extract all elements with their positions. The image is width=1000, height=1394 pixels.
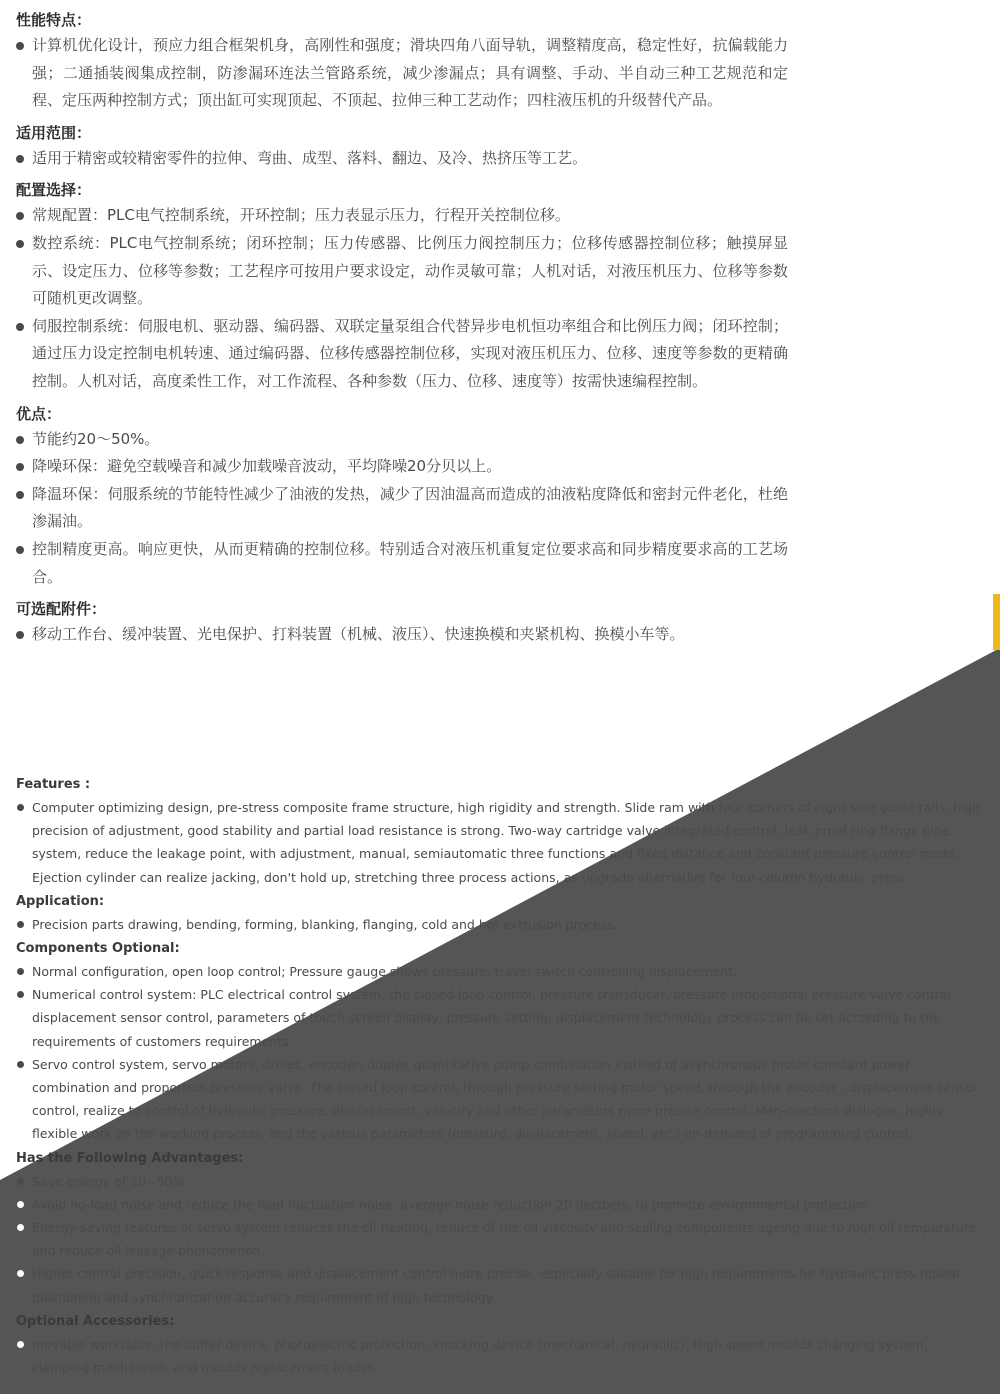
- cn-configuration-title: 配置选择：: [16, 181, 92, 200]
- item-text: 移动工作台、缓冲装置、光电保护、打料装置（机械、液压）、快速换模和夹紧机构、换模小车等。: [32, 625, 685, 644]
- list-item: [16, 796, 986, 889]
- en-accessories-title: Optional Accessories:: [16, 1313, 175, 1329]
- cn-configuration-section: [16, 178, 788, 395]
- list-item: [16, 1053, 986, 1146]
- item-text: 适用于精密或较精密零件的拉伸、弯曲、成型、落料、翻边、及冷、热挤压等工艺。: [32, 148, 588, 167]
- bullet-icon: [16, 546, 24, 554]
- bullet-icon: [17, 1270, 24, 1277]
- list-item: [16, 960, 986, 983]
- cn-features-title: 性能特点：: [16, 11, 92, 29]
- bullet-icon: [16, 240, 24, 248]
- list-item: [16, 1170, 986, 1193]
- cn-accessories-section: [16, 597, 788, 649]
- en-features-title: Features :: [16, 777, 91, 792]
- list-item: [16, 145, 788, 173]
- item-text: 伺服控制系统：伺服电机、驱动器、编码器、双联定量泵组合代替异步电机恒功率组合和比例压力阀；闭环控制；通过压力设定控制电机转速、通过编码器、位移传感器控制位移，实现对液压机压力、位移、速度等参数的更精确控制。人机对话，高度柔性工作，对工作流程、各种参数（压力、位移、速度等）按需快速编程控制。: [32, 316, 788, 390]
- bullet-icon: [17, 1224, 24, 1231]
- bullet-icon: [16, 212, 24, 220]
- list-item: [16, 1333, 986, 1379]
- list-item: [16, 202, 788, 230]
- bullet-icon: [17, 1178, 24, 1185]
- list-item: [16, 230, 788, 313]
- list-item: [16, 536, 788, 591]
- english-specs: [16, 772, 986, 1379]
- item-text: Avoid no-load noise and reduce the load fluctuation noise, average noise reduction 20 decibels, to promote environmental protection.: [32, 1196, 872, 1212]
- item-text: 数控系统：PLC电气控制系统；闭环控制；压力传感器、比例压力阀控制压力；位移传感器控制位移；触摸屏显示、设定压力、位移等参数；工艺程序可按用户要求设定，动作灵敏可靠；人机对话，对液压机压力、位移等参数可随机更改调整。: [32, 233, 788, 308]
- bullet-icon: [17, 1341, 24, 1348]
- list-item: [16, 32, 788, 115]
- item-text: Computer optimizing design, pre-stress composite frame structure, high rigidity and strength. Slide ram with four corners of eight side guide rails, high precision of adjustment, good stability and partial load resistance is strong. Two-way cartridge valve integrated control, leak proof ring flange pipe system, reduce the leakage point, with adjustment, manual, semiautomatic three functions and fixed distance and constant pressure control mode. Ejection cylinder can realize jacking, don't hold up, stretching three process actions, as upgrade alternative for four-column hydraulic press.: [32, 800, 981, 885]
- bullet-icon: [16, 463, 24, 471]
- item-text: 控制精度更高。响应更快，从而更精确的控制位移。特别适合对液压机重复定位要求高和同步精度要求高的工艺场合。: [32, 539, 788, 586]
- chinese-specs: [16, 8, 788, 655]
- list-item: [16, 313, 788, 396]
- item-text: 常规配置：PLC电气控制系统，开环控制；压力表显示压力，行程开关控制位移。: [32, 206, 570, 225]
- list-item: [16, 913, 986, 936]
- list-item: [16, 426, 788, 454]
- en-application-title: Application:: [16, 893, 105, 909]
- item-text: movable worktable, the buffer device, photoelectric protection, knocking device (mechanical, hydraulic), High speed moulds changing system, clamping mechanism, and moulds replacement loader.: [32, 1336, 928, 1376]
- item-text: 降噪环保：避免空载噪音和减少加载噪音波动，平均降噪20分贝以上。: [32, 457, 502, 476]
- en-components-title: Components Optional:: [16, 941, 180, 957]
- bullet-icon: [17, 921, 24, 928]
- list-item: [16, 1216, 986, 1262]
- bullet-icon: [17, 804, 24, 811]
- bullet-icon: [17, 1061, 24, 1068]
- bullet-icon: [17, 968, 24, 975]
- cn-advantages-section: [16, 402, 788, 592]
- list-item: [16, 621, 788, 649]
- en-advantages-title: Has the Following Advantages:: [16, 1150, 244, 1166]
- list-item: [16, 1262, 986, 1308]
- cn-features-section: [16, 8, 788, 115]
- item-text: Energy-saving features of servo system reduces the oil heating, reduce of the oil viscosity and sealing components ageing due to high oil temperature, and reduce oil leakage phenomenon.: [32, 1220, 981, 1259]
- item-text: Precision parts drawing, bending, forming, blanking, flanging, cold and hot extrusion process.: [32, 916, 618, 932]
- bullet-icon: [16, 631, 24, 639]
- bullet-icon: [16, 42, 24, 50]
- bullet-icon: [16, 436, 24, 444]
- item-text: Numerical control system: PLC electrical control system, the closed loop control, pressure transducer, pressure proportional pressure valve control, displacement sensor control, parameters of touch screen display, pressure setting, displacement technology process can be set according to the requirements of customers requirements.: [32, 987, 955, 1049]
- cn-application-title: 适用范围：: [16, 123, 92, 142]
- bullet-icon: [16, 323, 24, 331]
- list-item: [16, 983, 986, 1053]
- cn-advantages-title: 优点：: [16, 404, 62, 423]
- list-item: [16, 453, 788, 481]
- cn-application-section: [16, 121, 788, 173]
- item-text: Servo control system, servo motors, drives, encoder, duplex quantitative pump combination instead of asynchronous motor constant power combination and proportion pressure valve. The closed loop control, through pressure setting motor speed, through the encoder , displacement sensor control, realize to control of hydraulic pressure, displacement, velocity and other parameters more precise control. Man-machine dialogue, highly flexible work on the working process, and the various parameters (pressure, displacement, speed, etc.) on-demand of programming control.: [32, 1056, 979, 1142]
- item-text: 计算机优化设计，预应力组合框架机身，高刚性和强度；滑块四角八面导轨，调整精度高，稳定性好，抗偏载能力强；二通插装阀集成控制，防渗漏环连法兰管路系统，减少渗漏点；具有调整、手动、半自动三种工艺规范和定程、定压两种控制方式；顶出缸可实现顶起、不顶起、拉伸三种工艺动作；四柱液压机的升级替代产品。: [32, 36, 788, 110]
- list-item: [16, 1193, 986, 1216]
- bullet-icon: [16, 491, 24, 499]
- cn-accessories-title: 可选配附件：: [16, 600, 107, 619]
- item-text: 节能约20～50%。: [32, 429, 160, 448]
- item-text: Normal configuration, open loop control; Pressure gauge shows pressure, travel switch controlling displacement.: [32, 964, 738, 980]
- item-text: Save energy of 20~50%.: [32, 1173, 189, 1189]
- bullet-icon: [16, 155, 24, 163]
- bullet-icon: [17, 991, 24, 998]
- item-text: Higher control precision, quick response and displacement control more precise, especially suitable for high requirements for hydraulic press repeat positioning and synchronization accuracy requirement of high technology.: [32, 1266, 961, 1305]
- bullet-icon: [17, 1201, 24, 1208]
- list-item: [16, 481, 788, 536]
- item-text: 降温环保：伺服系统的节能特性减少了油液的发热，减少了因油温高而造成的油液粘度降低和密封元件老化，杜绝渗漏油。: [32, 484, 788, 531]
